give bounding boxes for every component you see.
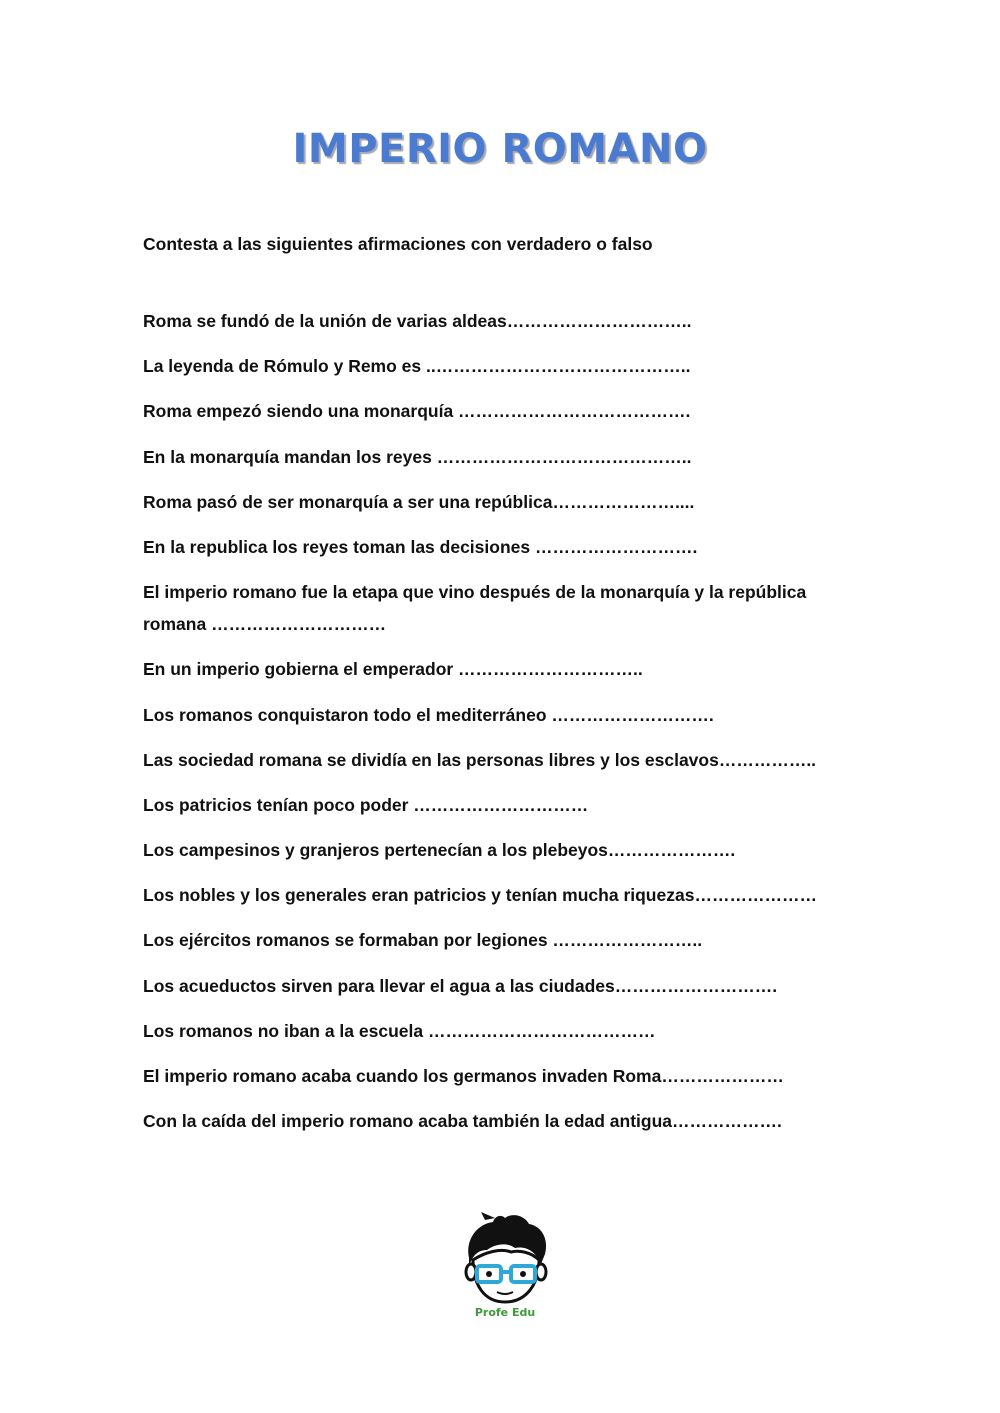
statement-item: El imperio romano acaba cuando los germanos invaden Roma………………… — [143, 1066, 784, 1086]
statement-item: Los campesinos y granjeros pertenecían a los plebeyos…………………. — [143, 840, 736, 861]
statement-item: La leyenda de Rómulo y Remo es ..…………………………………….. — [143, 356, 691, 377]
statement-item: Los ejércitos romanos se formaban por legiones …………………….. — [143, 930, 703, 951]
instruction-text: Contesta a las siguientes afirmaciones con verdadero o falso — [143, 234, 653, 254]
statement-item: Los nobles y los generales eran patricios y tenían mucha riquezas………………… — [143, 885, 817, 906]
statement-item: En un imperio gobierna el emperador ………………………….. — [143, 659, 643, 680]
statement-item: En la monarquía mandan los reyes …………………………………….. — [143, 446, 692, 467]
statement-item: El imperio romano fue la etapa que vino después de la monarquía y la república romana ………………………… — [143, 582, 807, 635]
statement-list — [143, 305, 873, 1150]
statement-item: Roma pasó de ser monarquía a ser una república………………….... — [143, 491, 695, 512]
statement-item: Los romanos conquistaron todo el mediterráneo ………………………. — [143, 704, 714, 725]
statement-item: Los acueductos sirven para llevar el agua a las ciudades………………………. — [143, 975, 778, 996]
statement-item: En la republica los reyes toman las decisiones ………………………. — [143, 536, 698, 557]
statement-item: Las sociedad romana se dividía en las personas libres y los esclavos…………….. — [143, 749, 817, 770]
statement-item: Roma se fundó de la unión de varias aldeas………………………….. — [143, 311, 692, 331]
logo-text: Profe Edu — [474, 1306, 536, 1319]
statement-item: Roma empezó siendo una monarquía …………………………………. — [143, 401, 691, 422]
statement-item: Los patricios tenían poco poder ………………………… — [143, 794, 589, 815]
statement-item: Con la caída del imperio romano acaba también la edad antigua………………. — [143, 1111, 782, 1132]
page-title: IMPERIO ROMANO — [292, 126, 708, 172]
statement-item: Los romanos no iban a la escuela ………………………………… — [143, 1020, 656, 1041]
